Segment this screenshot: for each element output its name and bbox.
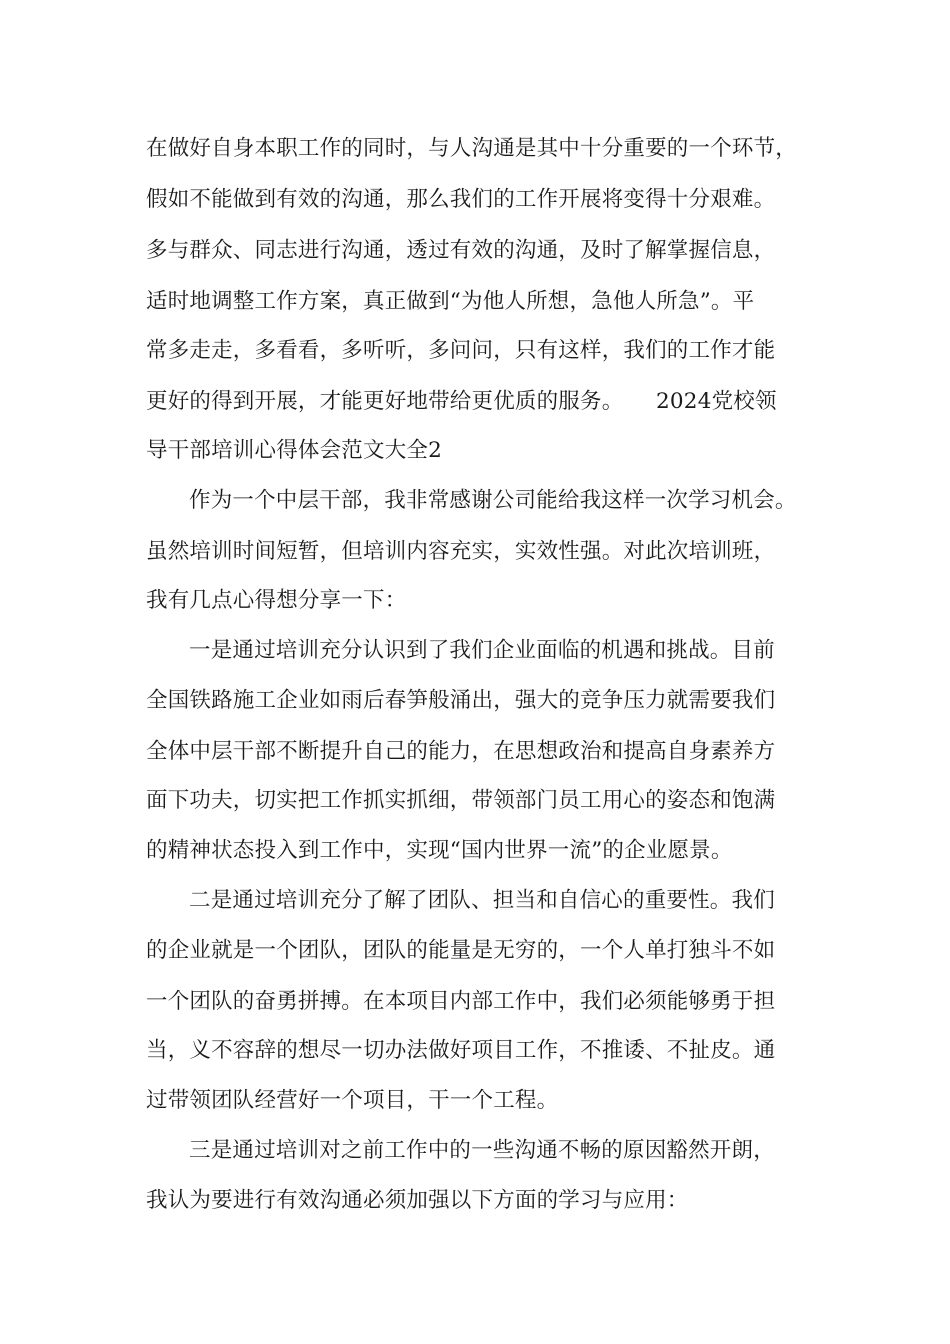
text-line: 全体中层干部不断提升自己的能力，在思想政治和提高自身素养方 xyxy=(146,739,776,764)
text-line: 当，义不容辞的想尽一切办法做好项目工作，不推诿、不扯皮。通 xyxy=(146,1038,776,1063)
text-line: 全国铁路施工企业如雨后春笋般涌出，强大的竞争压力就需要我们 xyxy=(146,688,776,713)
paragraph-start-line: 作为一个中层干部，我非常感谢公司能给我这样一次学习机会。 xyxy=(189,488,797,513)
text-line: 在做好自身本职工作的同时，与人沟通是其中十分重要的一个环节， xyxy=(146,136,798,161)
text-line: 假如不能做到有效的沟通，那么我们的工作开展将变得十分艰难。 xyxy=(146,187,776,212)
text-line: 过带领团队经营好一个项目，干一个工程。 xyxy=(146,1088,559,1113)
text-line: 导干部培训心得体会范文大全2 xyxy=(146,438,442,463)
text-line: 我认为要进行有效沟通必须加强以下方面的学习与应用： xyxy=(146,1188,689,1213)
paragraph-start-line: 一是通过培训充分认识到了我们企业面临的机遇和挑战。目前 xyxy=(189,638,775,663)
paragraph-start-line: 三是通过培训对之前工作中的一些沟通不畅的原因豁然开朗， xyxy=(189,1138,775,1163)
text-line: 虽然培训时间短暂，但培训内容充实，实效性强。对此次培训班， xyxy=(146,539,776,564)
text-line: 适时地调整工作方案，真正做到“为他人所想，急他人所急”。平 xyxy=(146,289,755,314)
paragraph-start-line: 二是通过培训充分了解了团队、担当和自信心的重要性。我们 xyxy=(189,888,775,913)
text-line: 的精神状态投入到工作中，实现“国内世界一流”的企业愿景。 xyxy=(146,838,733,863)
text-line: 面下功夫，切实把工作抓实抓细，带领部门员工用心的姿态和饱满 xyxy=(146,788,776,813)
text-line: 一个团队的奋勇拼搏。在本项目内部工作中，我们必须能够勇于担 xyxy=(146,989,776,1014)
text-line: 常多走走，多看看，多听听，多问问，只有这样，我们的工作才能 xyxy=(146,338,776,363)
text-line: 更好的得到开展，才能更好地带给更优质的服务。 2024党校领 xyxy=(146,389,777,414)
text-line: 多与群众、同志进行沟通，透过有效的沟通，及时了解掌握信息， xyxy=(146,238,776,263)
text-line: 的企业就是一个团队，团队的能量是无穷的，一个人单打独斗不如 xyxy=(146,938,776,963)
text-line: 我有几点心得想分享一下： xyxy=(146,588,407,613)
